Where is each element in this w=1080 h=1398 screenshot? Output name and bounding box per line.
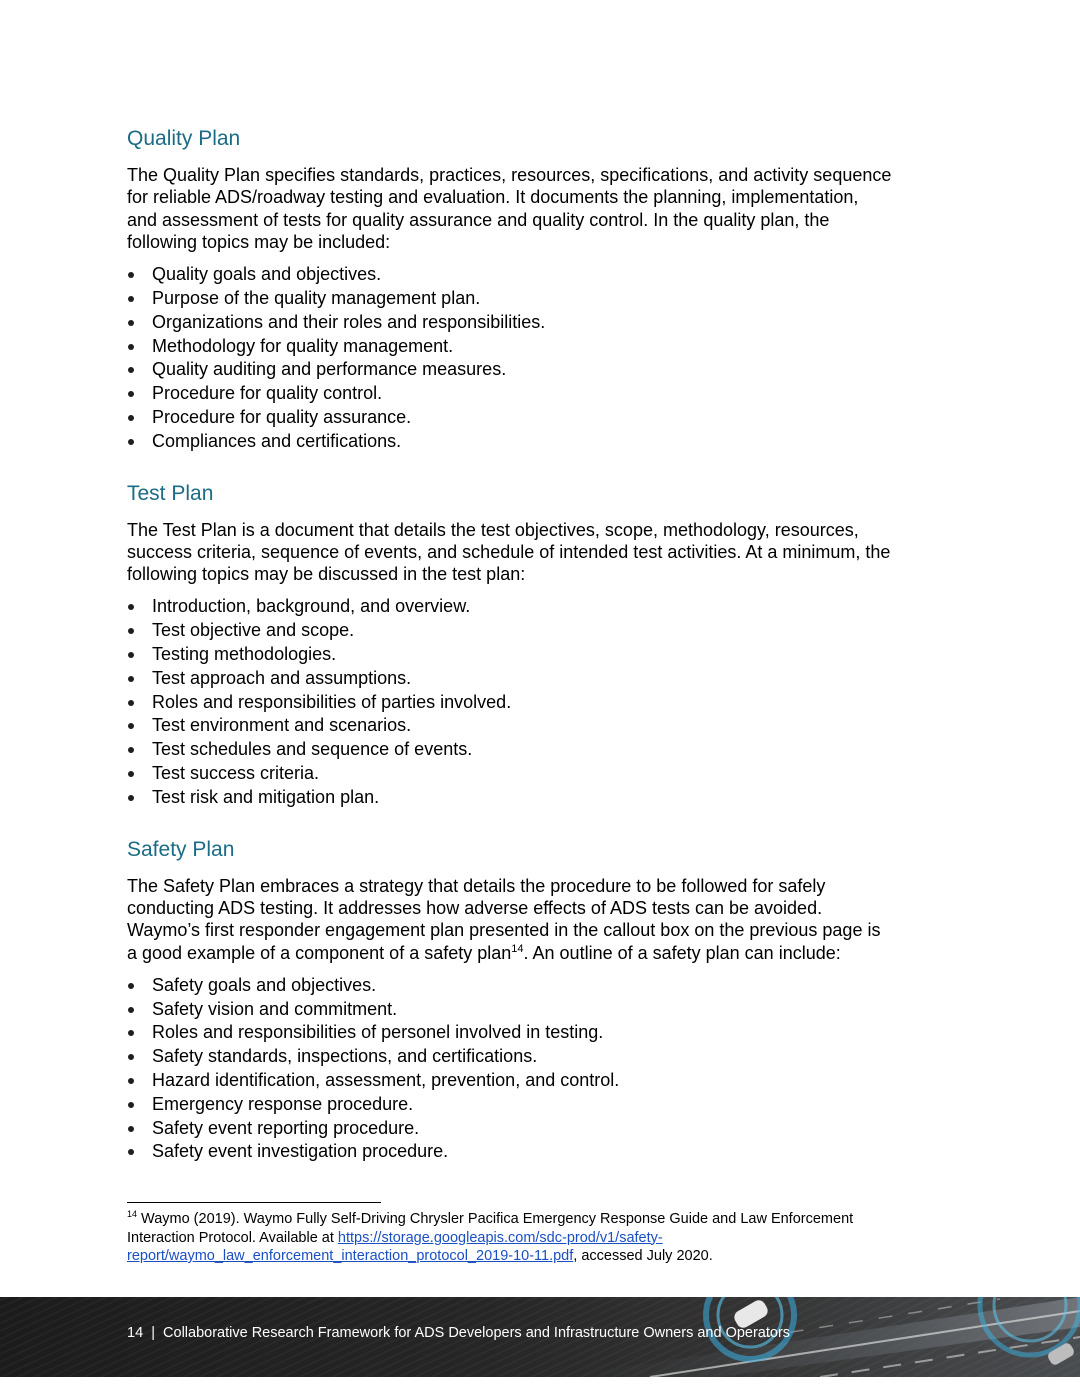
list-item: Safety event reporting procedure. — [127, 1117, 957, 1141]
list-item: Test risk and mitigation plan. — [127, 786, 957, 810]
bullet-icon — [128, 344, 134, 350]
bullet-icon — [128, 723, 134, 729]
bullet-icon — [128, 367, 134, 373]
list-item: Emergency response procedure. — [127, 1093, 957, 1117]
safety-plan-section — [127, 835, 957, 1165]
footer-label — [127, 1325, 790, 1341]
list-item: Test environment and scenarios. — [127, 714, 957, 738]
list-item: Testing methodologies. — [127, 643, 957, 667]
bullet-icon — [128, 391, 134, 397]
paragraph-line: and assessment of tests for quality assurance and quality control. In the quality plan, the — [127, 209, 830, 230]
footnote-reference[interactable]: 14 — [511, 942, 524, 955]
bullet-icon — [128, 1126, 134, 1132]
bullet-icon — [128, 652, 134, 658]
bullet-icon — [128, 676, 134, 682]
bullet-icon — [128, 604, 134, 610]
footer-separator: | — [151, 1325, 155, 1341]
page-bottom-margin — [0, 1377, 1080, 1398]
bullet-icon — [128, 1054, 134, 1060]
paragraph-line: success criteria, sequence of events, and schedule of intended test activities. At a minimum, the — [127, 541, 891, 562]
section-heading: Quality Plan — [127, 127, 241, 150]
list-item: Safety standards, inspections, and certifications. — [127, 1045, 957, 1069]
list-item: Safety event investigation procedure. — [127, 1140, 957, 1164]
paragraph-line: conducting ADS testing. It addresses how adverse effects of ADS tests can be avoided. — [127, 897, 823, 918]
list-item: Test objective and scope. — [127, 619, 957, 643]
section-heading: Test Plan — [127, 481, 214, 505]
bullet-list — [127, 595, 957, 809]
bullet-list — [127, 263, 957, 453]
paragraph-line: The Quality Plan specifies standards, practices, resources, specifications, and activity sequence — [127, 165, 892, 185]
list-item: Introduction, background, and overview. — [127, 595, 957, 619]
list-item: Organizations and their roles and responsibilities. — [127, 311, 957, 335]
list-item: Test schedules and sequence of events. — [127, 738, 957, 762]
footnote-link[interactable]: https://storage.googleapis.com/sdc-prod/v1/safety- report/waymo_law_enforcement_interaction_protocol_2019-10-11.pdf — [127, 1229, 663, 1264]
paragraph-line: for reliable ADS/roadway testing and evaluation. It documents the planning, implementation, — [127, 187, 859, 208]
list-item: Methodology for quality management. — [127, 335, 957, 359]
footnote-tail: , accessed July 2020. — [573, 1248, 713, 1264]
bullet-icon — [128, 415, 134, 421]
bullet-icon — [128, 1078, 134, 1084]
footer-title: Collaborative Research Framework for ADS Developers and Infrastructure Owners and Operators — [163, 1325, 791, 1341]
bullet-icon — [128, 700, 134, 706]
bullet-icon — [128, 272, 134, 278]
paragraph-line: The Test Plan is a document that details the test objectives, scope, methodology, resources, — [127, 519, 859, 540]
bullet-icon — [128, 1102, 134, 1108]
bullet-icon — [128, 439, 134, 445]
list-item: Quality auditing and performance measures. — [127, 358, 957, 382]
paragraph-line: Waymo’s first responder engagement plan presented in the callout box on the previous page is — [127, 920, 881, 941]
bullet-icon — [128, 1149, 134, 1155]
footnote-text: Interaction Protocol. Available at — [127, 1229, 338, 1246]
test-plan-section — [127, 479, 957, 835]
list-item: Purpose of the quality management plan. — [127, 287, 957, 311]
bullet-icon — [128, 1007, 134, 1013]
list-item: Hazard identification, assessment, prevention, and control. — [127, 1069, 957, 1093]
bullet-icon — [128, 296, 134, 302]
list-item: Procedure for quality control. — [127, 382, 957, 406]
list-item: Safety vision and commitment. — [127, 998, 957, 1022]
section-paragraph — [127, 875, 957, 964]
bullet-icon — [128, 771, 134, 777]
spacer — [127, 454, 957, 479]
section-heading: Safety Plan — [127, 837, 235, 861]
paragraph-line: The Safety Plan embraces a strategy that details the procedure to be followed for safely — [127, 875, 826, 896]
spacer — [127, 810, 957, 835]
bullet-icon — [128, 747, 134, 753]
paragraph-line: following topics may be discussed in the test plan: — [127, 564, 526, 585]
paragraph-line: following topics may be included: — [127, 231, 391, 252]
list-item: Test approach and assumptions. — [127, 667, 957, 691]
bullet-icon — [128, 983, 134, 989]
paragraph-line: a good example of a component of a safety plan$^{14}$. An outline of a safety plan can include: — [127, 942, 841, 963]
bullet-icon — [128, 320, 134, 326]
footnote-citation: Waymo (2019). Waymo Fully Self-Driving Chrysler Pacifica Emergency Response Guide and Law Enforcement — [137, 1211, 854, 1227]
bullet-icon — [128, 795, 134, 801]
main-content — [127, 124, 957, 1164]
page-number: 14 — [127, 1325, 144, 1341]
list-item: Procedure for quality assurance. — [127, 406, 957, 430]
page-footer — [0, 1297, 1080, 1377]
footnote — [127, 1210, 957, 1266]
list-item: Compliances and certifications. — [127, 430, 957, 454]
footnote-number: 14 — [127, 1209, 138, 1220]
list-item: Test success criteria. — [127, 762, 957, 786]
bullet-list — [127, 974, 957, 1164]
bullet-icon — [128, 628, 134, 634]
list-item: Roles and responsibilities of personel involved in testing. — [127, 1021, 957, 1045]
list-item: Quality goals and objectives. — [127, 263, 957, 287]
list-item: Roles and responsibilities of parties involved. — [127, 691, 957, 715]
list-item: Safety goals and objectives. — [127, 974, 957, 998]
section-paragraph — [127, 519, 957, 586]
quality-plan-section — [127, 124, 957, 479]
bullet-icon — [128, 1030, 134, 1036]
section-paragraph — [127, 164, 957, 253]
footnote-divider — [127, 1202, 381, 1203]
